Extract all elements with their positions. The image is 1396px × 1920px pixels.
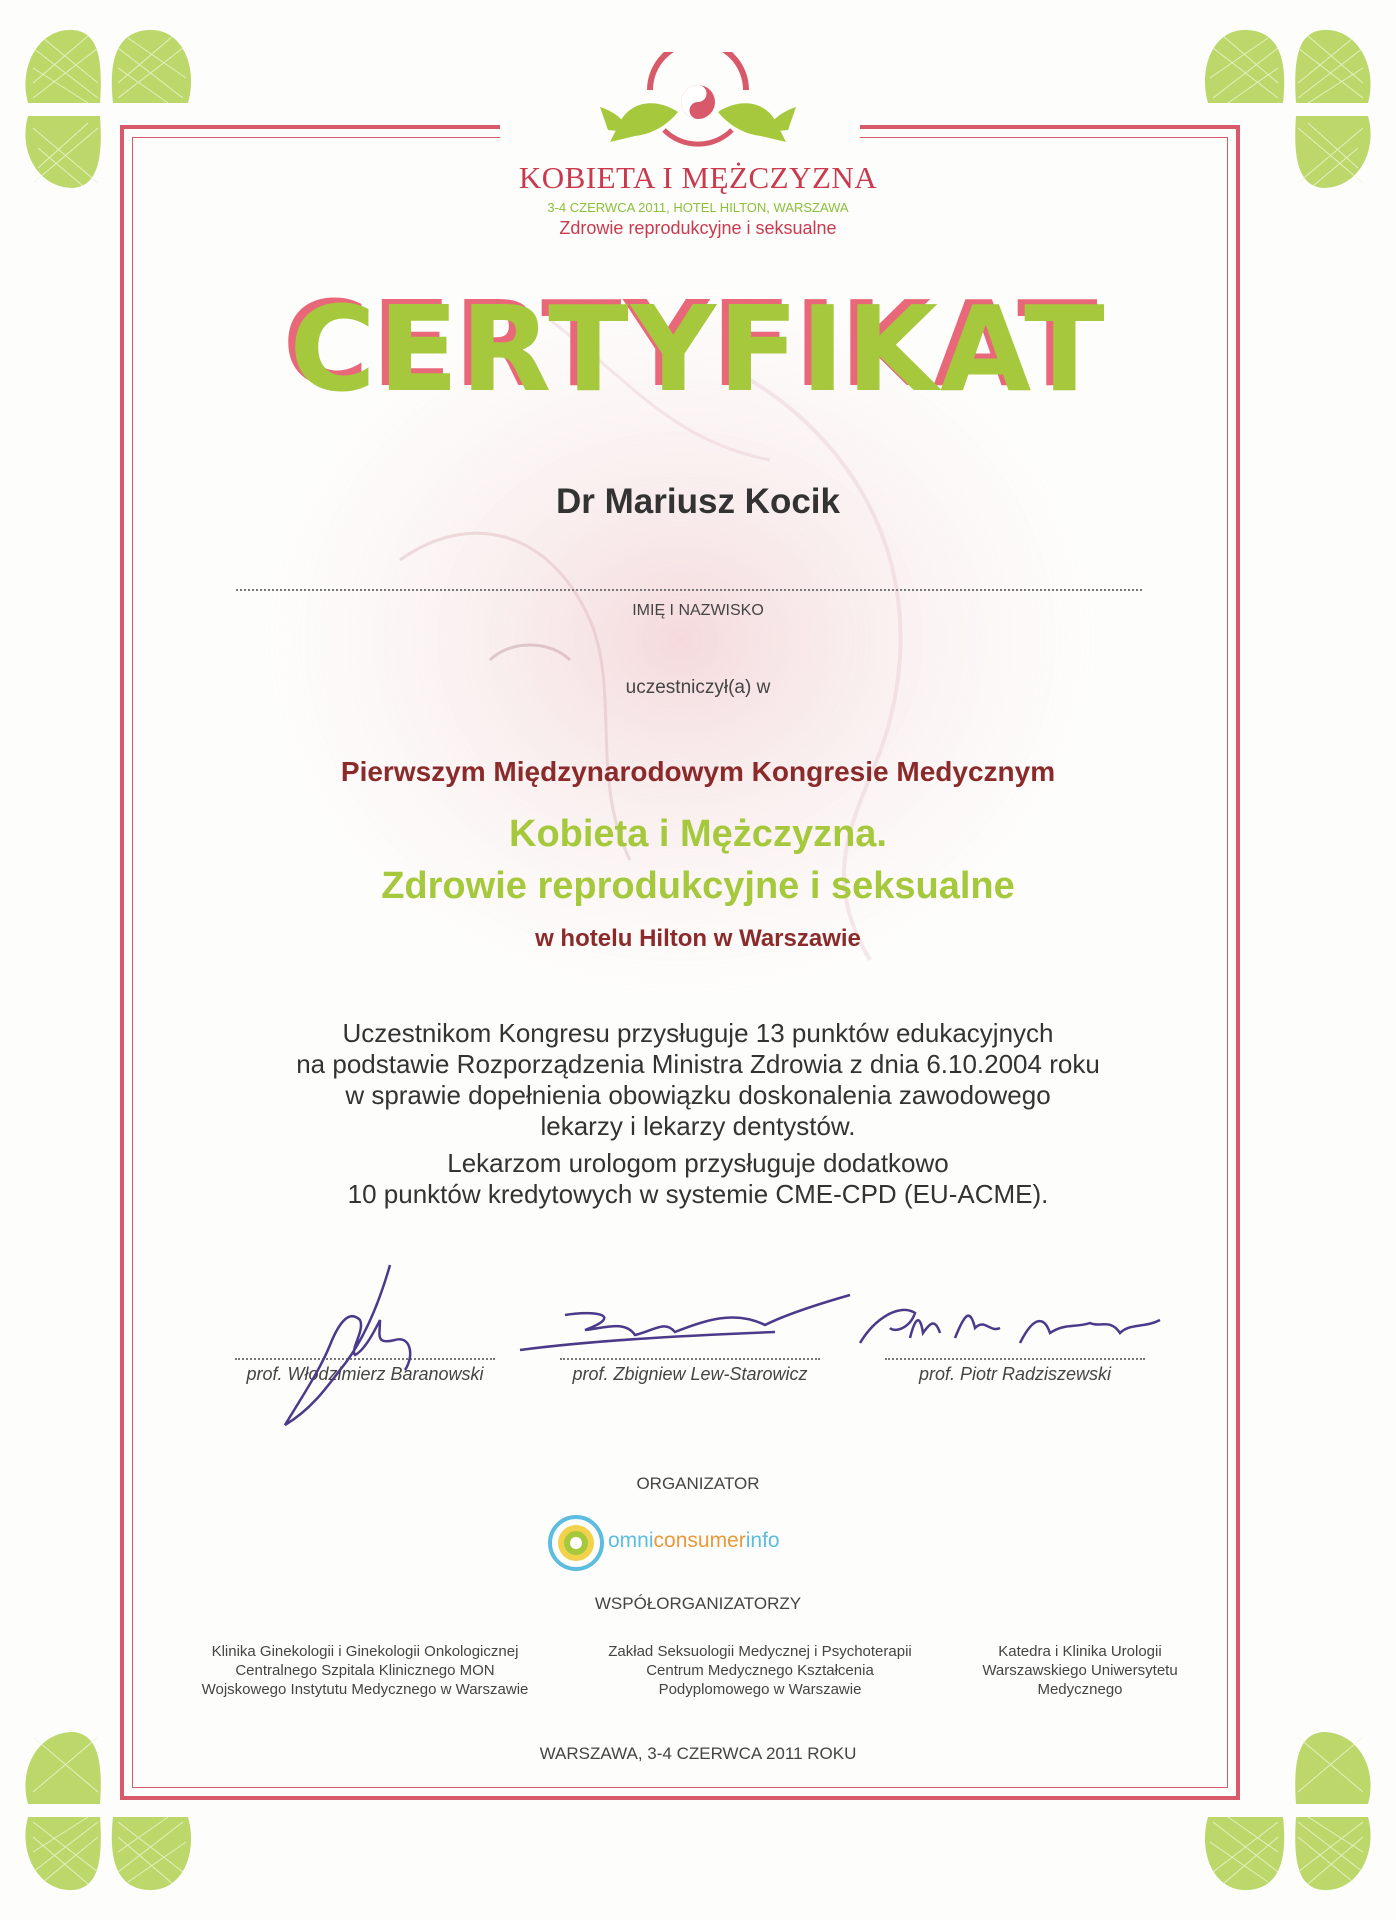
signature-label: prof. Włodzimierz Baranowski xyxy=(246,1364,484,1384)
name-underline xyxy=(236,589,1142,591)
signature-block-2 xyxy=(560,1358,820,1385)
organizer-label: ORGANIZATOR xyxy=(636,1474,760,1493)
participated-text: uczestniczył(a) w xyxy=(625,677,771,698)
event-date-place: 3-4 CZERWCA 2011, HOTEL HILTON, WARSZAWA xyxy=(547,200,849,215)
coorganizer-line: Zakład Seksuologii Medycznej i Psychoterapii xyxy=(608,1643,912,1660)
coorganizer-line: Katedra i Klinika Urologii xyxy=(998,1643,1162,1660)
congress-title xyxy=(150,808,1246,912)
congress-title-line-2: Zdrowie reprodukcyjne i seksualne xyxy=(381,865,1015,907)
info-line: 10 punktów kredytowych w systemie CME-CPD (EU-ACME). xyxy=(347,1179,1049,1209)
signature-line xyxy=(885,1358,1145,1360)
coorganizer-3 xyxy=(955,1642,1205,1699)
info-line: Uczestnikom Kongresu przysługuje 13 punktów edukacyjnych xyxy=(342,1018,1054,1048)
signature-label: prof. Piotr Radziszewski xyxy=(918,1364,1112,1384)
recipient-name: Dr Mariusz Kocik xyxy=(556,482,840,521)
organizer-logo-text xyxy=(608,1529,780,1553)
handwritten-signature-3 xyxy=(855,1298,1165,1358)
coorganizer-1 xyxy=(180,1642,550,1699)
coorganizer-line: Warszawskiego Uniwersytetu xyxy=(982,1662,1178,1679)
congress-venue: w hotelu Hilton w Warszawie xyxy=(535,925,861,952)
congress-title-line-1: Kobieta i Mężczyzna. xyxy=(509,813,887,855)
logo-part-info: info xyxy=(745,1529,780,1552)
congress-name: Pierwszym Międzynarodowym Kongresie Medycznym xyxy=(340,756,1056,787)
certificate-title: CERTYFIKAT xyxy=(289,280,1107,418)
coorganizer-line: Klinika Ginekologii i Ginekologii Onkologicznej xyxy=(211,1643,519,1660)
omni-logo-icon xyxy=(548,1515,604,1571)
organizer-logo xyxy=(548,1515,848,1571)
signature-label: prof. Zbigniew Lew-Starowicz xyxy=(572,1364,808,1384)
logo-part-consumer: consumer xyxy=(653,1529,746,1552)
coorganizer-line: Wojskowego Instytutu Medycznego w Warszawie xyxy=(201,1681,529,1698)
handwritten-signature-1 xyxy=(270,1260,450,1430)
signature-block-3 xyxy=(885,1358,1145,1385)
logo-part-omni: omni xyxy=(608,1529,654,1552)
handwritten-signature-2 xyxy=(515,1290,855,1360)
info-line: na podstawie Rozporządzenia Ministra Zdrowia z dnia 6.10.2004 roku xyxy=(296,1049,1100,1079)
info-text xyxy=(200,1018,1196,1210)
coorganizer-line: Medycznego xyxy=(1037,1681,1123,1698)
coorganizers-label: WSPÓŁORGANIZATORZY xyxy=(594,1594,802,1613)
event-theme: Zdrowie reprodukcyjne i seksualne xyxy=(559,218,837,238)
name-caption: IMIĘ I NAZWISKO xyxy=(632,602,764,619)
info-line: lekarzy i lekarzy dentystów. xyxy=(540,1111,856,1141)
event-logo xyxy=(560,52,836,152)
event-name: KOBIETA I MĘŻCZYZNA xyxy=(518,160,878,195)
info-line: Lekarzom urologom przysługuje dodatkowo xyxy=(447,1148,949,1178)
coorganizer-line: Centrum Medycznego Kształcenia xyxy=(646,1662,874,1679)
info-line: w sprawie dopełnienia obowiązku doskonalenia zawodowego xyxy=(345,1080,1051,1110)
coorganizer-2 xyxy=(575,1642,945,1699)
coorganizer-line: Podyplomowego w Warszawie xyxy=(658,1681,862,1698)
footer-date-place: WARSZAWA, 3-4 CZERWCA 2011 ROKU xyxy=(539,1744,857,1763)
coorganizer-line: Centralnego Szpitala Klinicznego MON xyxy=(235,1662,495,1679)
